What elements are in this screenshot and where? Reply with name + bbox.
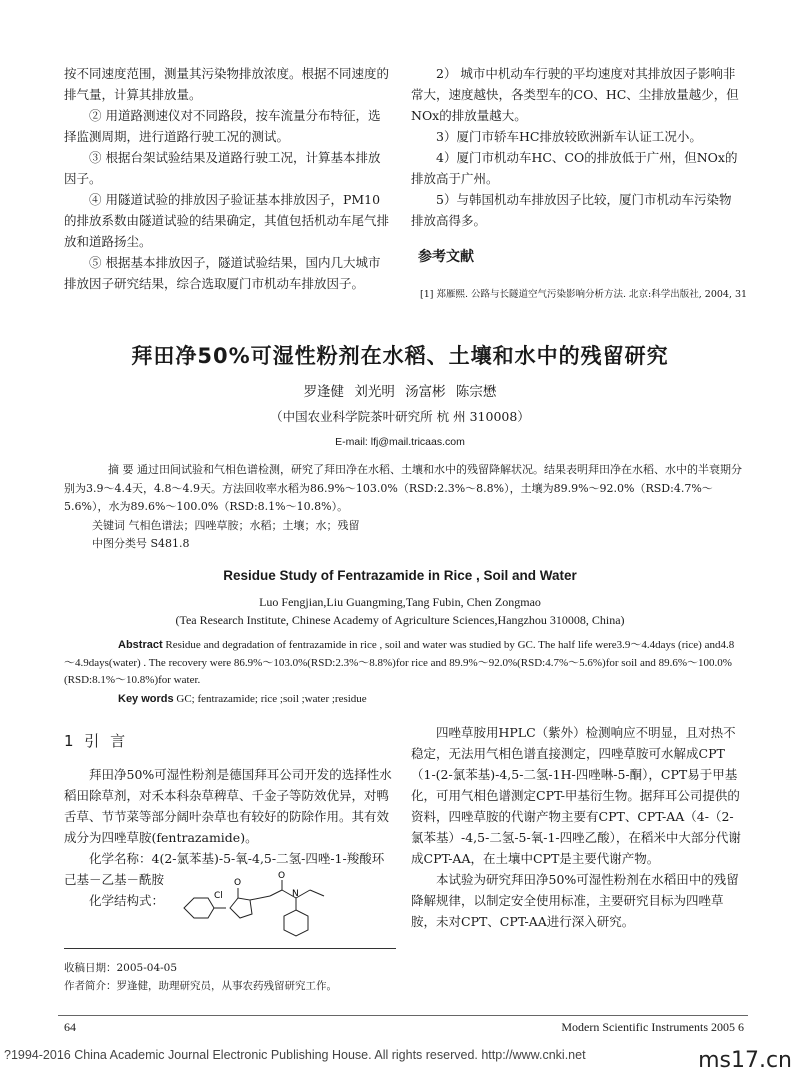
article-title-cn: 拜田净50%可湿性粉剂在水稻、土壤和水中的残留研究: [131, 344, 669, 368]
keywords-en-text: GC; fentrazamide; rice ;soil ;water ;residue: [176, 693, 367, 705]
structure-n-label: N: [292, 889, 299, 899]
body-left-p2: 化学名称：4(2-氯苯基)-5-氧-4,5-二氢-四唑-1-羧酸环己基－乙基－酰胺: [64, 851, 385, 887]
page-number: 64: [64, 1020, 76, 1034]
top-left-p4: ④ 用隧道试验的排放因子验证基本排放因子，PM10 的排放系数由隧道试验的结果确定，其值包括机动车尾气排放和道路扬尘。: [64, 192, 390, 249]
footer-rule: [58, 1015, 748, 1016]
abstract-en-label: Abstract: [118, 639, 163, 651]
structure-o2-label: O: [278, 871, 286, 881]
author-note: 作者简介：罗逢健，助理研究员，从事农药残留研究工作。: [64, 980, 337, 992]
clc-number: 中图分类号 S481.8: [92, 537, 190, 550]
abstract-en: [64, 637, 744, 690]
reference-1: [1] 郑雁熙. 公路与长隧道空气污染影响分析方法. 北京:科学出版社, 2004, 31: [420, 289, 748, 300]
footnote-rule: [64, 948, 396, 949]
body-right-column: [411, 722, 743, 932]
body-right-p2: 本试验为研究拜田净50%可湿性粉剂在水稻田中的残留降解规律，以制定安全使用标准，主要研究目标为四唑草胺，未对CPT、CPT-AA进行深入研究。: [411, 872, 739, 929]
affiliation-en: (Tea Research Institute, Chinese Academy of Agriculture Sciences,Hangzhou 310008, China): [175, 613, 625, 627]
chemical-structure: [174, 868, 364, 940]
article-title-en: Residue Study of Fentrazamide in Rice , Soil and Water: [223, 568, 577, 583]
structure-o1-label: O: [234, 878, 242, 888]
abstract-cn: 摘 要 通过田间试验和气相色谱检测，研究了拜田净在水稻、土壤和水中的残留降解状况。结果表明拜田净在水稻、水中的半衰期分别为3.9～4.4天，4.8～4.9天。方法回收率水稻为86.9%～103.0%（RSD:2.3%～8.8%），土壤为89.9%～92.0%（RSD:4.7%～5.6%），水为89.6%～100.0%（RSD:8.1%～10.8%）。: [64, 463, 742, 513]
keywords-en-label: Key words: [118, 693, 174, 705]
keywords-en: [118, 693, 367, 705]
top-left-p5: ⑤ 根据基本排放因子，隧道试验结果，国内几大城市排放因子研究结果，综合选取厦门市机动车排放因子。: [64, 255, 381, 291]
keywords-cn: 关键词 气相色谱法；四唑草胺；水稻；土壤；水；残留: [92, 519, 360, 532]
top-left-p3: ③ 根据台架试验结果及道路行驶工况，计算基本排放因子。: [64, 150, 381, 186]
top-left-p1: 按不同速度范围，测量其污染物排放浓度。根据不同速度的排气量，计算其排放量。: [64, 66, 390, 102]
top-left-column: [64, 63, 392, 294]
body-left-p3: 化学结构式：: [89, 893, 165, 908]
structure-cl-label: Cl: [214, 891, 223, 901]
affiliation-cn: （中国农业科学院茶叶研究所 杭 州 310008）: [270, 409, 530, 424]
top-right-column: [411, 63, 743, 231]
authors-cn: 罗逢健 刘光明 汤富彬 陈宗懋: [303, 384, 497, 400]
watermark: ms17.cn: [698, 1048, 792, 1073]
top-right-p4: 5）与韩国机动车排放因子比较，厦门市机动车污染物排放高得多。: [411, 192, 732, 228]
email: E-mail: lfj@mail.tricaas.com: [335, 436, 465, 448]
body-right-p1: 四唑草胺用HPLC（紫外）检测响应不明显，且对热不稳定，无法用气相色谱直接测定，四唑草胺可水解成CPT（1-(2-氯苯基)-4,5-二氢-1H-四唑啉-5-酮），CPT易于甲基化，可用气相色谱测定CPT-甲基衍生物。据拜耳公司提供的资料，四唑草胺的代谢产物主要有CPT、CPT-AA（4-（2-氯苯基）-4,5-二氢-5-氧-1-四唑乙酸），在稻米中大部分代谢成CPT-AA，在土壤中CPT是主要代谢产物。: [411, 725, 741, 866]
top-right-p1: 2） 城市中机动车行驶的平均速度对其排放因子影响非常大，速度越快，各类型车的CO、HC、尘排放量越少，但NOx的排放量越大。: [411, 66, 739, 123]
received-date: 收稿日期：2005-04-05: [64, 962, 178, 974]
section-1-heading: 1 引 言: [64, 732, 126, 750]
authors-en: Luo Fengjian,Liu Guangming,Tang Fubin, Chen Zongmao: [259, 595, 541, 609]
body-left-p1: 拜田净50%可湿性粉剂是德国拜耳公司开发的选择性水稻田除草剂，对禾本科杂草稗草、千金子等防效优异，对鸭舌草、节节菜等部分阔叶杂草也有较好的防除作用。其有效成分为四唑草胺(fentrazamide)。: [64, 767, 392, 845]
abstract-en-text: Residue and degradation of fentrazamide in rice , soil and water was studied by GC. The half life were3.9～4.4days (rice) and4.8～4.9days(water) . The recovery were 86.9%～103.0%(RSD:2.3%～8.8%)for rice and 89.9%～92.0%(RSD:4.7%～5.6%)for soil and 89.6%～100.0%(RSD:8.1%～10.8%)for water.: [64, 639, 735, 686]
top-left-p2: ② 用道路测速仪对不同路段，按车流量分布特征，选择监测周期，进行道路行驶工况的测试。: [64, 108, 381, 144]
top-right-p2: 3）厦门市轿车HC排放较欧洲新车认证工况小。: [436, 129, 702, 144]
top-right-p3: 4）厦门市机动车HC、CO的排放低于广州，但NOx的排放高于广州。: [411, 150, 738, 186]
references-heading: 参考文献: [418, 249, 474, 265]
copyright-line: ?1994-2016 China Academic Journal Electronic Publishing House. All rights reserved. http://www.cnki.net: [4, 1048, 586, 1062]
journal-name: Modern Scientific Instruments 2005 6: [561, 1020, 744, 1034]
